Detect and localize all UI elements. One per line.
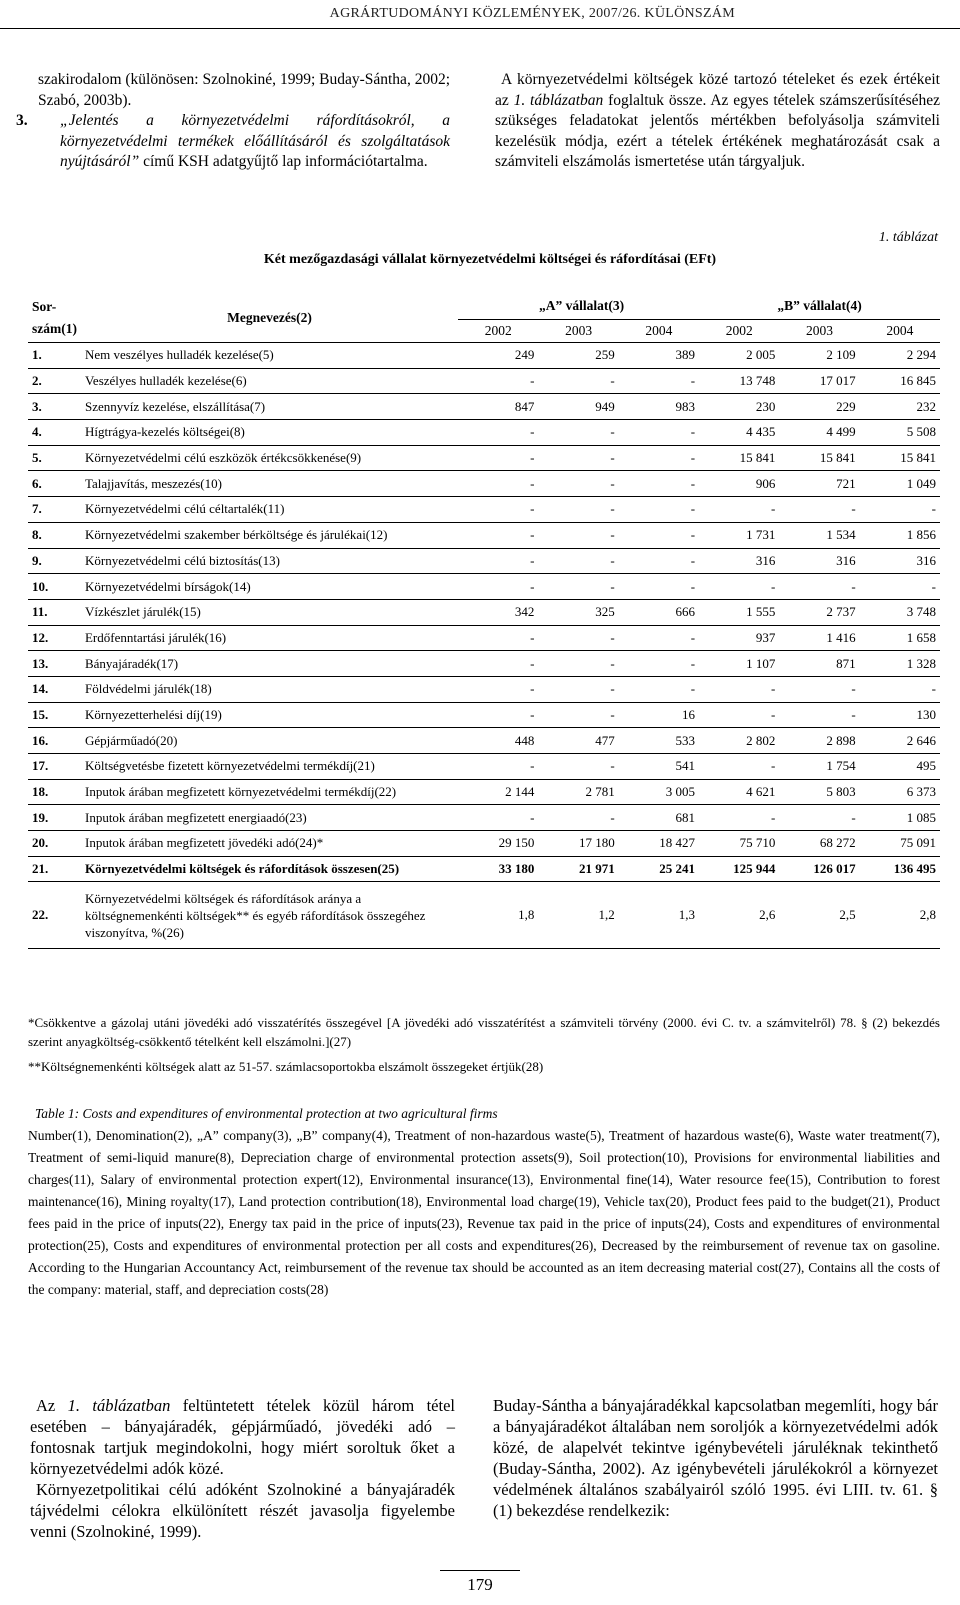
cell-value: - — [538, 497, 618, 523]
cell-value: 316 — [860, 548, 940, 574]
cell-value: 1,2 — [538, 882, 618, 949]
cell-value: 477 — [538, 728, 618, 754]
cell-value: 68 272 — [779, 831, 859, 857]
cell-value: 906 — [699, 471, 779, 497]
row-number: 5. — [28, 445, 81, 471]
cell-value: - — [779, 702, 859, 728]
intro-left-column — [16, 70, 450, 173]
cell-value: - — [458, 702, 538, 728]
cell-value: - — [538, 805, 618, 831]
cell-value: - — [458, 676, 538, 702]
cell-value: 541 — [619, 754, 699, 780]
cell-value: 6 373 — [860, 779, 940, 805]
cell-value: - — [538, 574, 618, 600]
cell-value: - — [619, 497, 699, 523]
intro-text-a: A környezetvédelmi költségek közé tartozó tételeket és ezek értékeit az — [495, 71, 940, 109]
list-item-number: 3. — [16, 112, 28, 129]
cell-value: 1 328 — [860, 651, 940, 677]
table-row — [28, 882, 940, 949]
row-name: Hígtrágya-kezelés költségei(8) — [81, 420, 458, 446]
cell-value: 2 781 — [538, 779, 618, 805]
cell-value: 983 — [619, 394, 699, 420]
row-name: Környezetvédelmi költségek és ráfordítások aránya a költségnemenkénti költségek** és egyéb ráfordítások összegéhez viszonyítva, %(26) — [81, 882, 458, 949]
cell-value: - — [779, 574, 859, 600]
list-item-3 — [16, 111, 450, 173]
table-row — [28, 522, 940, 548]
cell-value: - — [538, 420, 618, 446]
row-number: 3. — [28, 394, 81, 420]
row-number: 15. — [28, 702, 81, 728]
table-row — [28, 651, 940, 677]
cell-value: - — [779, 676, 859, 702]
cell-value: - — [538, 676, 618, 702]
row-number: 21. — [28, 856, 81, 882]
row-number: 11. — [28, 599, 81, 625]
cell-value: - — [538, 548, 618, 574]
cell-value: 2 646 — [860, 728, 940, 754]
cell-value: - — [619, 676, 699, 702]
table-row — [28, 779, 940, 805]
cell-value: 1 085 — [860, 805, 940, 831]
row-name: Inputok árában megfizetett környezetvédelmi termékdíj(22) — [81, 779, 458, 805]
cell-value: 2 802 — [699, 728, 779, 754]
cell-value: 4 435 — [699, 420, 779, 446]
cell-value: 230 — [699, 394, 779, 420]
cell-value: - — [699, 676, 779, 702]
row-number: 14. — [28, 676, 81, 702]
cell-value: 1 555 — [699, 599, 779, 625]
cell-value: 495 — [860, 754, 940, 780]
row-number: 2. — [28, 368, 81, 394]
cell-value: - — [860, 497, 940, 523]
column-header-number: Sor-szám(1) — [28, 293, 81, 343]
cell-value: - — [538, 522, 618, 548]
cell-value: 847 — [458, 394, 538, 420]
table-row — [28, 420, 940, 446]
footnote-2: **Költségnemenkénti költségek alatt az 51-57. számlacsoportokba elszámolt összegeket értjük(28) — [28, 1059, 544, 1074]
year-header: 2003 — [538, 320, 618, 343]
row-number: 8. — [28, 522, 81, 548]
column-header-company-a: „A” vállalat(3) — [458, 293, 699, 320]
row-name: Inputok árában megfizetett energiaadó(23) — [81, 805, 458, 831]
cell-value: - — [458, 651, 538, 677]
table-row — [28, 445, 940, 471]
row-name: Veszélyes hulladék kezelése(6) — [81, 368, 458, 394]
cell-value: 5 508 — [860, 420, 940, 446]
cell-value: 130 — [860, 702, 940, 728]
cell-value: - — [458, 368, 538, 394]
row-number: 12. — [28, 625, 81, 651]
table-row — [28, 728, 940, 754]
row-number: 13. — [28, 651, 81, 677]
row-name: Környezetvédelmi bírságok(14) — [81, 574, 458, 600]
table-row — [28, 574, 940, 600]
row-name: Környezetterhelési díj(19) — [81, 702, 458, 728]
cell-value: 136 495 — [860, 856, 940, 882]
row-name: Inputok árában megfizetett jövedéki adó(24)* — [81, 831, 458, 857]
cell-value: 342 — [458, 599, 538, 625]
row-name: Környezetvédelmi költségek és ráfordítások összesen(25) — [81, 856, 458, 882]
cell-value: 16 — [619, 702, 699, 728]
table-row — [28, 548, 940, 574]
cell-value: 18 427 — [619, 831, 699, 857]
row-number: 9. — [28, 548, 81, 574]
cell-value: - — [458, 625, 538, 651]
row-name: Erdőfenntartási járulék(16) — [81, 625, 458, 651]
cell-value: 1 049 — [860, 471, 940, 497]
cell-value: 389 — [619, 343, 699, 369]
cell-value: - — [699, 497, 779, 523]
cell-value: 2 144 — [458, 779, 538, 805]
cell-value: 2 294 — [860, 343, 940, 369]
row-name: Költségvetésbe fizetett környezetvédelmi termékdíj(21) — [81, 754, 458, 780]
cell-value: 4 499 — [779, 420, 859, 446]
row-name: Környezetvédelmi célú eszközök értékcsökkenése(9) — [81, 445, 458, 471]
row-number: 17. — [28, 754, 81, 780]
page-number: 179 — [467, 1575, 493, 1594]
cell-value: 75 091 — [860, 831, 940, 857]
cell-value: - — [538, 651, 618, 677]
body-paragraph-2: Környezetpolitikai célú adóként Szolnokiné a bányajáradék tájvédelmi célokra elkülönített részét javasolja figyelembe venni (Szolnokiné, 1999). — [30, 1480, 455, 1541]
running-header — [0, 0, 960, 29]
table-row — [28, 368, 940, 394]
intro-paragraph — [495, 70, 940, 173]
journal-title: AGRÁRTUDOMÁNYI KÖZLEMÉNYEK, 2007/26. KÜLÖNSZÁM — [329, 6, 735, 21]
row-number: 22. — [28, 882, 81, 949]
body-text-b: feltüntetett tételek közül három tétel esetében – bányajáradék, gépjárműadó, jövedéki adó – fontosnak tartjuk megindokolni, hogy miért soroltuk őket a környezetvédelmi adók közé. — [30, 1396, 455, 1478]
cell-value: 229 — [779, 394, 859, 420]
cell-value: 15 841 — [779, 445, 859, 471]
cell-value: - — [779, 805, 859, 831]
cell-value: 21 971 — [538, 856, 618, 882]
row-number: 16. — [28, 728, 81, 754]
cell-value: 1 534 — [779, 522, 859, 548]
cell-value: 25 241 — [619, 856, 699, 882]
cell-value: 681 — [619, 805, 699, 831]
cell-value: - — [779, 497, 859, 523]
cell-value: - — [538, 445, 618, 471]
cell-value: - — [860, 676, 940, 702]
cell-value: 1 856 — [860, 522, 940, 548]
cell-value: 2 737 — [779, 599, 859, 625]
cell-value: 1 658 — [860, 625, 940, 651]
cell-value: 2 898 — [779, 728, 859, 754]
cell-value: 4 621 — [699, 779, 779, 805]
table-row — [28, 497, 940, 523]
cell-value: 1,8 — [458, 882, 538, 949]
cell-value: 1 754 — [779, 754, 859, 780]
table-reference: 1. táblázatban — [513, 91, 604, 109]
table-row — [28, 343, 940, 369]
cell-value: 316 — [699, 548, 779, 574]
row-number: 1. — [28, 343, 81, 369]
table-title: Két mezőgazdasági vállalat környezetvédelmi költségei és ráfordításai (EFt) — [263, 252, 717, 267]
year-header: 2004 — [619, 320, 699, 343]
cell-value: - — [538, 368, 618, 394]
cell-value: - — [619, 420, 699, 446]
body-right-column — [493, 1395, 938, 1521]
cell-value: 666 — [619, 599, 699, 625]
row-name: Környezetvédelmi célú biztosítás(13) — [81, 548, 458, 574]
cell-value: 1 416 — [779, 625, 859, 651]
cell-value: - — [619, 548, 699, 574]
cell-value: 5 803 — [779, 779, 859, 805]
literature-sentence: szakirodalom (különösen: Szolnokiné, 1999; Buday-Sántha, 2002; Szabó, 2003b). — [38, 71, 450, 109]
english-table-title: Table 1: Costs and expenditures of environmental protection at two agricultural firms — [35, 1106, 498, 1121]
cell-value: 1 731 — [699, 522, 779, 548]
row-number: 6. — [28, 471, 81, 497]
table-body — [28, 343, 940, 949]
body-paragraph-1 — [30, 1395, 455, 1479]
cell-value: - — [458, 522, 538, 548]
cell-value: - — [538, 754, 618, 780]
page-number-rule — [440, 1570, 520, 1571]
row-name: Bányajáradék(17) — [81, 651, 458, 677]
table-row — [28, 471, 940, 497]
cell-value: - — [458, 548, 538, 574]
cell-value: 871 — [779, 651, 859, 677]
cell-value: 29 150 — [458, 831, 538, 857]
table-reference: 1. táblázatban — [67, 1396, 171, 1415]
cell-value: 721 — [779, 471, 859, 497]
cell-value: - — [619, 651, 699, 677]
table-row — [28, 831, 940, 857]
table-row — [28, 625, 940, 651]
row-number: 20. — [28, 831, 81, 857]
english-legend: Number(1), Denomination(2), „A” company(3), „B” company(4), Treatment of non-hazardous waste(5), Treatment of hazardous waste(6), Waste water treatment(7), Treatment of semi-liquid manure(8), Depreciation charge of environmental protection assets(9), Soil protection(10), Provisions for environmental liabilities and charges(11), Salary of environmental protection expert(12), Environmental insurance(13), Environmental fine(14), Water resource fee(15), Contribution to forest maintenance(16), Mining royalty(17), Land protection contribution(18), Environmental load charge(19), Vehicle tax(20), Product fees paid to the budget(21), Product fees paid in the price of inputs(22), Energy tax paid in the price of inputs(23), Revenue tax paid in the price of inputs(24), Costs and expenditures of environmental protection(25), Costs and expenditures of environmental protection per all costs and expenditures(26), Decreased by the reimbursement of revenue tax on gasoline. According to the Hungarian Accountancy Act, reimbursement of the revenue tax should be accounted as an item decreasing material cost(27), Contains all the costs of the company: material, staff, and depreciation costs(28) — [28, 1128, 940, 1297]
cell-value: - — [860, 574, 940, 600]
cell-value: - — [619, 368, 699, 394]
cell-value: 125 944 — [699, 856, 779, 882]
cell-value: 325 — [538, 599, 618, 625]
cell-value: 533 — [619, 728, 699, 754]
row-name: Környezetvédelmi célú céltartalék(11) — [81, 497, 458, 523]
cell-value: - — [619, 471, 699, 497]
row-number: 10. — [28, 574, 81, 600]
cell-value: 249 — [458, 343, 538, 369]
intro-right-column — [495, 70, 940, 173]
cell-value: 3 748 — [860, 599, 940, 625]
cell-value: - — [458, 420, 538, 446]
table-row — [28, 676, 940, 702]
list-item-title: „Jelentés a környezetvédelmi ráfordításokról, a környezetvédelmi termékek előállításáról és szolgáltatások nyújtásáról” — [60, 112, 450, 170]
year-header: 2002 — [699, 320, 779, 343]
cell-value: - — [619, 574, 699, 600]
cell-value: 2,8 — [860, 882, 940, 949]
cell-value: 937 — [699, 625, 779, 651]
cell-value: - — [619, 522, 699, 548]
cell-value: - — [458, 445, 538, 471]
cell-value: 949 — [538, 394, 618, 420]
cell-value: 259 — [538, 343, 618, 369]
cell-value: 2 005 — [699, 343, 779, 369]
cell-value: - — [699, 754, 779, 780]
list-item-rest: című KSH adatgyűjtő lap információtartalma. — [139, 153, 428, 170]
year-header: 2004 — [860, 320, 940, 343]
cell-value: - — [699, 805, 779, 831]
row-number: 18. — [28, 779, 81, 805]
cell-value: - — [699, 574, 779, 600]
row-number: 7. — [28, 497, 81, 523]
cell-value: - — [458, 497, 538, 523]
column-header-company-b: „B” vállalat(4) — [699, 293, 940, 320]
cell-value: 17 180 — [538, 831, 618, 857]
cell-value: - — [619, 625, 699, 651]
cell-value: - — [458, 754, 538, 780]
english-caption — [28, 1103, 940, 1301]
cell-value: 3 005 — [619, 779, 699, 805]
cell-value: 2,6 — [699, 882, 779, 949]
intro-text-b: foglaltuk össze. Az egyes tételek számszerűsítéséhez szükséges feladatokat jelentős mértékben befolyásolja számviteli kezelésük módja, ezért a tételek értékének meghatározását csak a számviteli elszámolás ismertetése után tárgyaljuk. — [495, 91, 940, 170]
row-name: Nem veszélyes hulladék kezelése(5) — [81, 343, 458, 369]
cell-value: 1 107 — [699, 651, 779, 677]
cell-value: - — [619, 445, 699, 471]
cell-value: 13 748 — [699, 368, 779, 394]
row-name: Szennyvíz kezelése, elszállítása(7) — [81, 394, 458, 420]
cell-value: 33 180 — [458, 856, 538, 882]
cell-value: 2 109 — [779, 343, 859, 369]
cell-value: 75 710 — [699, 831, 779, 857]
cell-value: - — [458, 574, 538, 600]
body-text-a: Az — [36, 1396, 68, 1415]
cell-value: 232 — [860, 394, 940, 420]
column-header-name: Megnevezés(2) — [81, 293, 458, 343]
cell-value: 126 017 — [779, 856, 859, 882]
cell-value: - — [538, 471, 618, 497]
table-number-label: 1. táblázat — [878, 230, 938, 245]
row-number: 19. — [28, 805, 81, 831]
row-name: Környezetvédelmi szakember bérköltsége és járulékai(12) — [81, 522, 458, 548]
cell-value: - — [699, 702, 779, 728]
cell-value: - — [458, 471, 538, 497]
table-row — [28, 856, 940, 882]
table-row — [28, 754, 940, 780]
cell-value: 15 841 — [699, 445, 779, 471]
table-row — [28, 599, 940, 625]
row-name: Gépjárműadó(20) — [81, 728, 458, 754]
cell-value: 15 841 — [860, 445, 940, 471]
cell-value: - — [458, 805, 538, 831]
year-header: 2002 — [458, 320, 538, 343]
cell-value: - — [538, 702, 618, 728]
cell-value: 448 — [458, 728, 538, 754]
table-row — [28, 805, 940, 831]
cell-value: 16 845 — [860, 368, 940, 394]
year-header: 2003 — [779, 320, 859, 343]
table-row — [28, 394, 940, 420]
body-paragraph-3: Buday-Sántha a bányajáradékkal kapcsolatban megemlíti, hogy bár a bányajáradékot általában nem soroljók a környezetvédelmi adók közé, de alapelvét tekintve igénybevételi járuléknak tekinthető (Buday-Sántha, 2002). Az igénybevételi járulékokról a környezet védelmének általános szabályairól szóló 1995. évi LIII. tv. 61. § (1) bekezdése rendelkezik: — [493, 1396, 938, 1520]
cell-value: - — [538, 625, 618, 651]
body-left-column — [30, 1395, 455, 1542]
table-row — [28, 702, 940, 728]
costs-table — [28, 293, 940, 949]
row-number: 4. — [28, 420, 81, 446]
row-name: Vízkészlet járulék(15) — [81, 599, 458, 625]
cell-value: 1,3 — [619, 882, 699, 949]
row-name: Földvédelmi járulék(18) — [81, 676, 458, 702]
cell-value: 2,5 — [779, 882, 859, 949]
cell-value: 17 017 — [779, 368, 859, 394]
cell-value: 316 — [779, 548, 859, 574]
row-name: Talajjavítás, meszezés(10) — [81, 471, 458, 497]
footnote-1: *Csökkentve a gázolaj utáni jövedéki adó visszatérítés összegével [A jövedéki adó visszatérítést a számviteli törvény (2000. évi C. tv. a számvitelről) 78. § (2) bekezdés szerint anyagköltség-csökkentő tételként kell elszámolni.](27) — [28, 1015, 940, 1049]
